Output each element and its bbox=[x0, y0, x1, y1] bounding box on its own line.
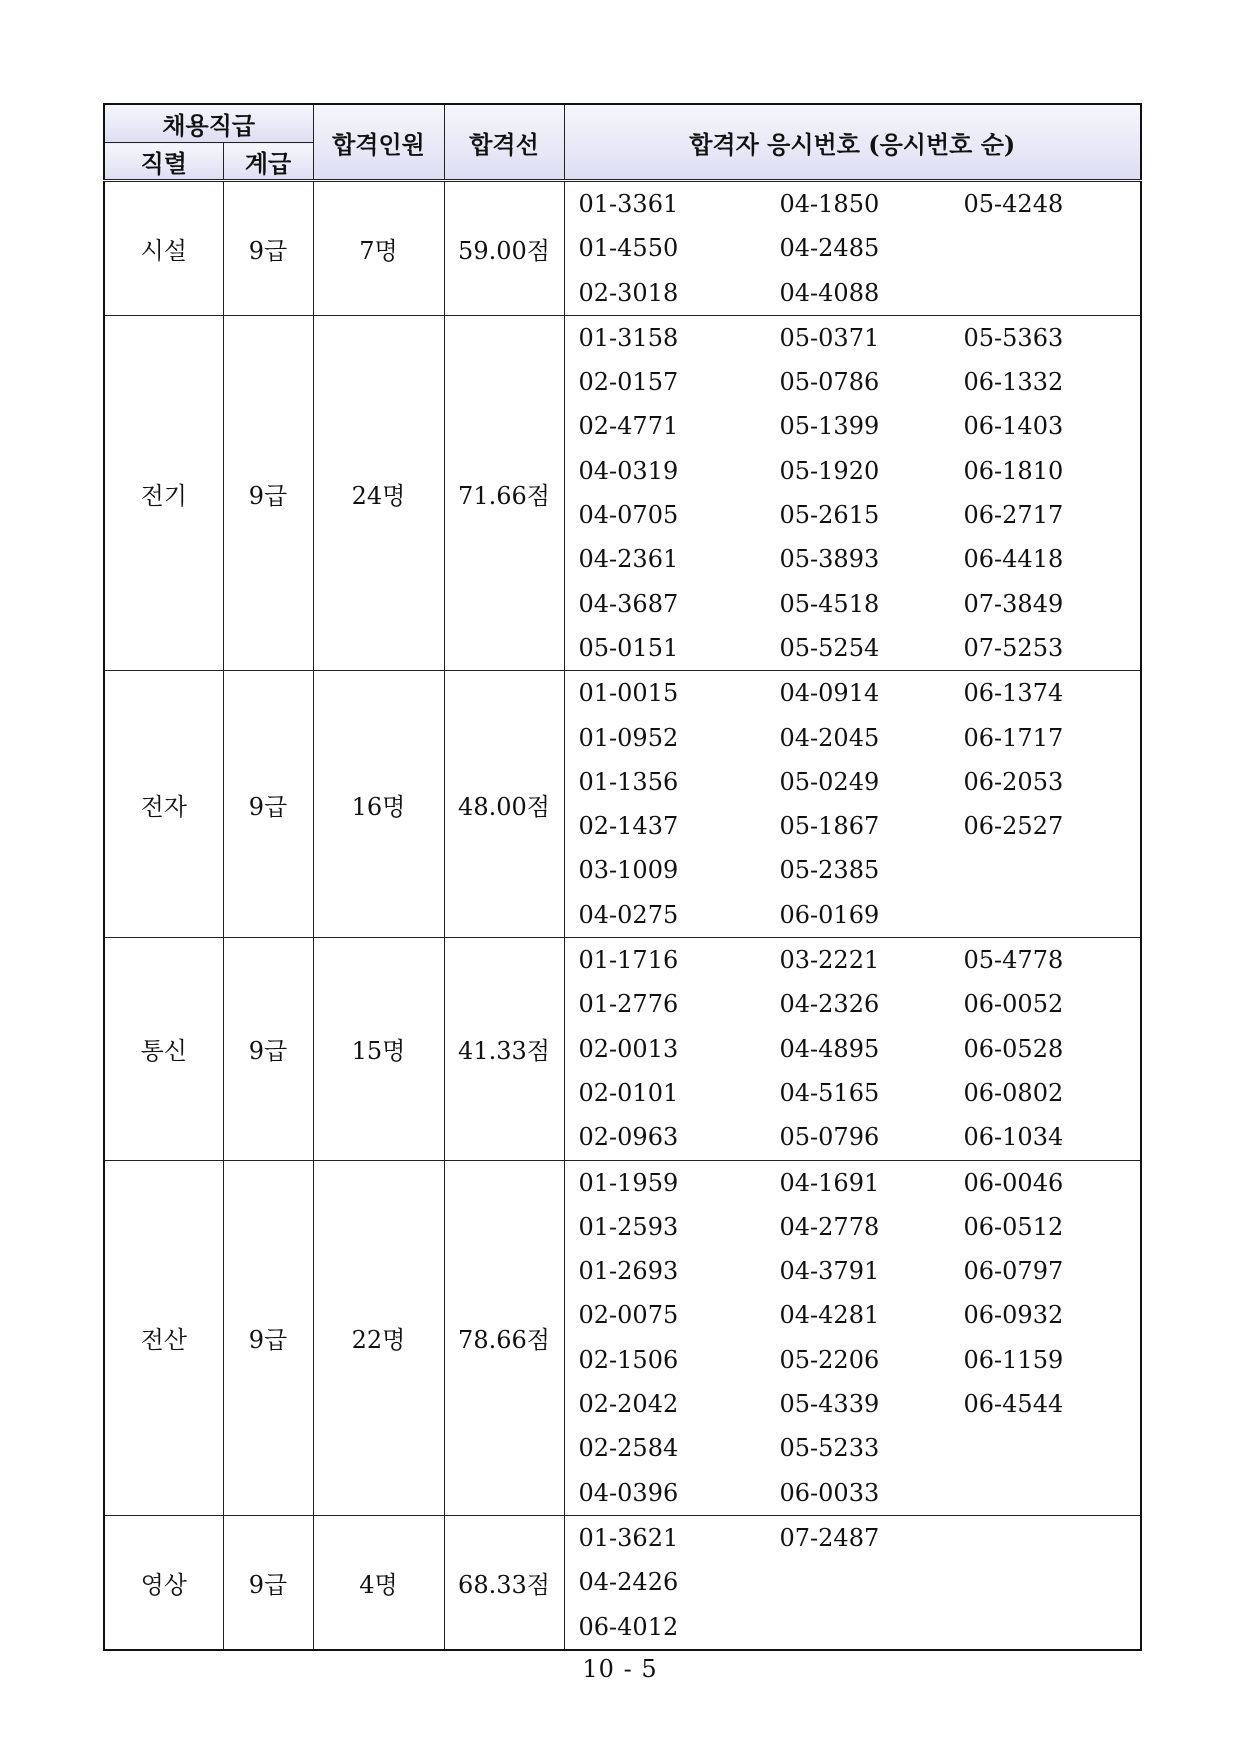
applicant-number bbox=[780, 1605, 964, 1649]
applicant-number bbox=[964, 893, 1124, 937]
applicant-number: 07-2487 bbox=[779, 1523, 880, 1552]
page-number: 10 - 5 bbox=[582, 1655, 658, 1683]
applicant-number: 05-0371 bbox=[779, 323, 880, 352]
applicant-number bbox=[964, 1471, 1124, 1515]
count-cell: 7명 bbox=[313, 181, 444, 316]
applicant-number: 06-4544 bbox=[963, 1390, 1064, 1419]
applicant-number: 02-2584 bbox=[578, 1434, 679, 1463]
applicant-number: 06-1034 bbox=[963, 1123, 1064, 1152]
applicant-number: 05-0796 bbox=[779, 1123, 880, 1152]
applicant-number: 05-5363 bbox=[963, 323, 1064, 352]
applicant-number: 05-0786 bbox=[779, 368, 880, 397]
applicant-number: 05-2206 bbox=[779, 1345, 880, 1374]
applicant-number: 05-1399 bbox=[779, 412, 880, 441]
applicant-number: 06-0052 bbox=[963, 990, 1064, 1019]
applicant-number: 05-1920 bbox=[779, 456, 880, 485]
applicant-number: 03-2221 bbox=[779, 946, 880, 975]
series-cell: 시설 bbox=[104, 181, 223, 316]
applicant-number: 04-2361 bbox=[578, 545, 679, 574]
applicant-number: 01-0015 bbox=[578, 679, 679, 708]
applicant-number: 06-0528 bbox=[963, 1034, 1064, 1063]
cutoff-cell: 59.00점 bbox=[444, 181, 564, 316]
applicant-number: 02-2042 bbox=[578, 1390, 679, 1419]
applicant-number: 05-5233 bbox=[779, 1434, 880, 1463]
series-cell: 영상 bbox=[104, 1515, 223, 1649]
applicant-number: 04-4895 bbox=[779, 1034, 880, 1063]
applicant-number bbox=[964, 271, 1124, 315]
applicant-number: 01-2693 bbox=[578, 1257, 679, 1286]
cutoff-cell: 48.00점 bbox=[444, 671, 564, 938]
grade-cell: 9급 bbox=[223, 938, 313, 1160]
count-cell: 4명 bbox=[313, 1515, 444, 1649]
cutoff-cell: 41.33점 bbox=[444, 938, 564, 1160]
applicant-numbers-cell bbox=[564, 1515, 1141, 1649]
applicant-number bbox=[964, 1560, 1124, 1604]
applicant-number: 01-1716 bbox=[578, 946, 679, 975]
applicant-number: 02-1437 bbox=[578, 812, 679, 841]
applicant-number: 04-4281 bbox=[779, 1301, 880, 1330]
applicant-number: 06-0932 bbox=[963, 1301, 1064, 1330]
grade-cell: 9급 bbox=[223, 315, 313, 670]
applicant-number: 04-2426 bbox=[578, 1568, 679, 1597]
grade-cell: 9급 bbox=[223, 671, 313, 938]
applicant-numbers-cell bbox=[564, 315, 1141, 670]
cutoff-cell: 71.66점 bbox=[444, 315, 564, 670]
applicant-number: 02-0157 bbox=[578, 368, 679, 397]
applicant-number: 06-0512 bbox=[963, 1212, 1064, 1241]
applicant-number: 01-1959 bbox=[578, 1168, 679, 1197]
applicant-number: 06-4012 bbox=[578, 1612, 679, 1641]
applicant-number: 05-0151 bbox=[578, 633, 679, 662]
applicant-number: 03-1009 bbox=[578, 856, 679, 885]
grade-cell: 9급 bbox=[223, 181, 313, 316]
applicant-number bbox=[964, 1426, 1124, 1470]
applicant-number: 07-5253 bbox=[963, 633, 1064, 662]
applicant-number: 02-0013 bbox=[578, 1034, 679, 1063]
applicant-number: 04-0396 bbox=[578, 1478, 679, 1507]
table-row bbox=[104, 181, 1141, 316]
applicant-number: 05-4339 bbox=[779, 1390, 880, 1419]
applicant-number: 05-4778 bbox=[963, 946, 1064, 975]
applicant-number: 01-0952 bbox=[578, 723, 679, 752]
header-recruit-grade: 채용직급 bbox=[104, 104, 313, 143]
results-table bbox=[103, 103, 1142, 1651]
series-cell: 통신 bbox=[104, 938, 223, 1160]
applicant-numbers-cell bbox=[564, 671, 1141, 938]
applicant-number: 05-0249 bbox=[779, 767, 880, 796]
count-cell: 16명 bbox=[313, 671, 444, 938]
applicant-number: 04-2778 bbox=[779, 1212, 880, 1241]
applicant-number: 06-1810 bbox=[963, 456, 1064, 485]
applicant-number: 04-2326 bbox=[779, 990, 880, 1019]
applicant-number: 06-1403 bbox=[963, 412, 1064, 441]
series-cell: 전기 bbox=[104, 315, 223, 670]
applicant-number: 02-1506 bbox=[578, 1345, 679, 1374]
applicant-number bbox=[780, 1560, 964, 1604]
applicant-number: 04-0319 bbox=[578, 456, 679, 485]
cutoff-cell: 68.33점 bbox=[444, 1515, 564, 1649]
applicant-number: 01-1356 bbox=[578, 767, 679, 796]
applicant-number: 01-3158 bbox=[578, 323, 679, 352]
table-row bbox=[104, 1160, 1141, 1515]
applicant-number: 04-0914 bbox=[779, 679, 880, 708]
applicant-number: 06-4418 bbox=[963, 545, 1064, 574]
count-cell: 24명 bbox=[313, 315, 444, 670]
applicant-number: 01-2776 bbox=[578, 990, 679, 1019]
table-row bbox=[104, 1515, 1141, 1649]
header-applicant-numbers: 합격자 응시번호 (응시번호 순) bbox=[564, 104, 1141, 181]
applicant-number: 02-0075 bbox=[578, 1301, 679, 1330]
applicant-number: 02-4771 bbox=[578, 412, 679, 441]
header-series: 직렬 bbox=[104, 143, 223, 181]
applicant-number: 04-2485 bbox=[779, 234, 880, 263]
applicant-number bbox=[964, 1516, 1124, 1560]
applicant-number: 04-3791 bbox=[779, 1257, 880, 1286]
applicant-number: 04-1691 bbox=[779, 1168, 880, 1197]
table-row bbox=[104, 671, 1141, 938]
count-cell: 15명 bbox=[313, 938, 444, 1160]
applicant-number: 01-4550 bbox=[578, 234, 679, 263]
applicant-numbers-cell bbox=[564, 1160, 1141, 1515]
applicant-number: 06-2717 bbox=[963, 501, 1064, 530]
applicant-number: 06-1717 bbox=[963, 723, 1064, 752]
applicant-number: 04-3687 bbox=[578, 589, 679, 618]
applicant-number: 04-5165 bbox=[779, 1078, 880, 1107]
applicant-number: 04-0275 bbox=[578, 900, 679, 929]
applicant-number: 05-2615 bbox=[779, 501, 880, 530]
header-grade: 계급 bbox=[223, 143, 313, 181]
applicant-numbers-cell bbox=[564, 938, 1141, 1160]
results-body bbox=[104, 181, 1141, 1650]
applicant-number: 01-3361 bbox=[578, 190, 679, 218]
applicant-number: 05-2385 bbox=[779, 856, 880, 885]
applicant-number: 05-4248 bbox=[963, 190, 1064, 218]
grade-cell: 9급 bbox=[223, 1160, 313, 1515]
count-cell: 22명 bbox=[313, 1160, 444, 1515]
series-cell: 전산 bbox=[104, 1160, 223, 1515]
applicant-number: 06-1159 bbox=[963, 1345, 1064, 1374]
applicant-number: 06-0033 bbox=[779, 1478, 880, 1507]
applicant-number: 01-2593 bbox=[578, 1212, 679, 1241]
applicant-number: 04-4088 bbox=[779, 278, 880, 307]
applicant-number: 07-3849 bbox=[963, 589, 1064, 618]
applicant-number: 06-0802 bbox=[963, 1078, 1064, 1107]
grade-cell: 9급 bbox=[223, 1515, 313, 1649]
cutoff-cell: 78.66점 bbox=[444, 1160, 564, 1515]
applicant-number: 04-0705 bbox=[578, 501, 679, 530]
applicant-number: 05-3893 bbox=[779, 545, 880, 574]
applicant-number: 06-0046 bbox=[963, 1168, 1064, 1197]
header-pass-count: 합격인원 bbox=[313, 104, 444, 181]
applicant-number: 06-1374 bbox=[963, 679, 1064, 708]
series-cell: 전자 bbox=[104, 671, 223, 938]
applicant-number: 05-5254 bbox=[779, 633, 880, 662]
table-row bbox=[104, 938, 1141, 1160]
applicant-number: 06-0797 bbox=[963, 1257, 1064, 1286]
applicant-number: 06-0169 bbox=[779, 900, 880, 929]
applicant-number bbox=[964, 226, 1124, 270]
applicant-number: 06-1332 bbox=[963, 368, 1064, 397]
applicant-number: 01-3621 bbox=[578, 1523, 679, 1552]
applicant-number bbox=[964, 1605, 1124, 1649]
header-cutoff: 합격선 bbox=[444, 104, 564, 181]
applicant-number: 04-1850 bbox=[779, 190, 880, 218]
applicant-number: 06-2527 bbox=[963, 812, 1064, 841]
table-row bbox=[104, 315, 1141, 670]
applicant-number: 04-2045 bbox=[779, 723, 880, 752]
applicant-number: 06-2053 bbox=[963, 767, 1064, 796]
applicant-number: 02-0101 bbox=[578, 1078, 679, 1107]
applicant-number: 02-0963 bbox=[578, 1123, 679, 1152]
applicant-number: 05-4518 bbox=[779, 589, 880, 618]
applicant-number bbox=[964, 848, 1124, 892]
applicant-numbers-cell bbox=[564, 181, 1141, 316]
applicant-number: 02-3018 bbox=[578, 278, 679, 307]
applicant-number: 05-1867 bbox=[779, 812, 880, 841]
